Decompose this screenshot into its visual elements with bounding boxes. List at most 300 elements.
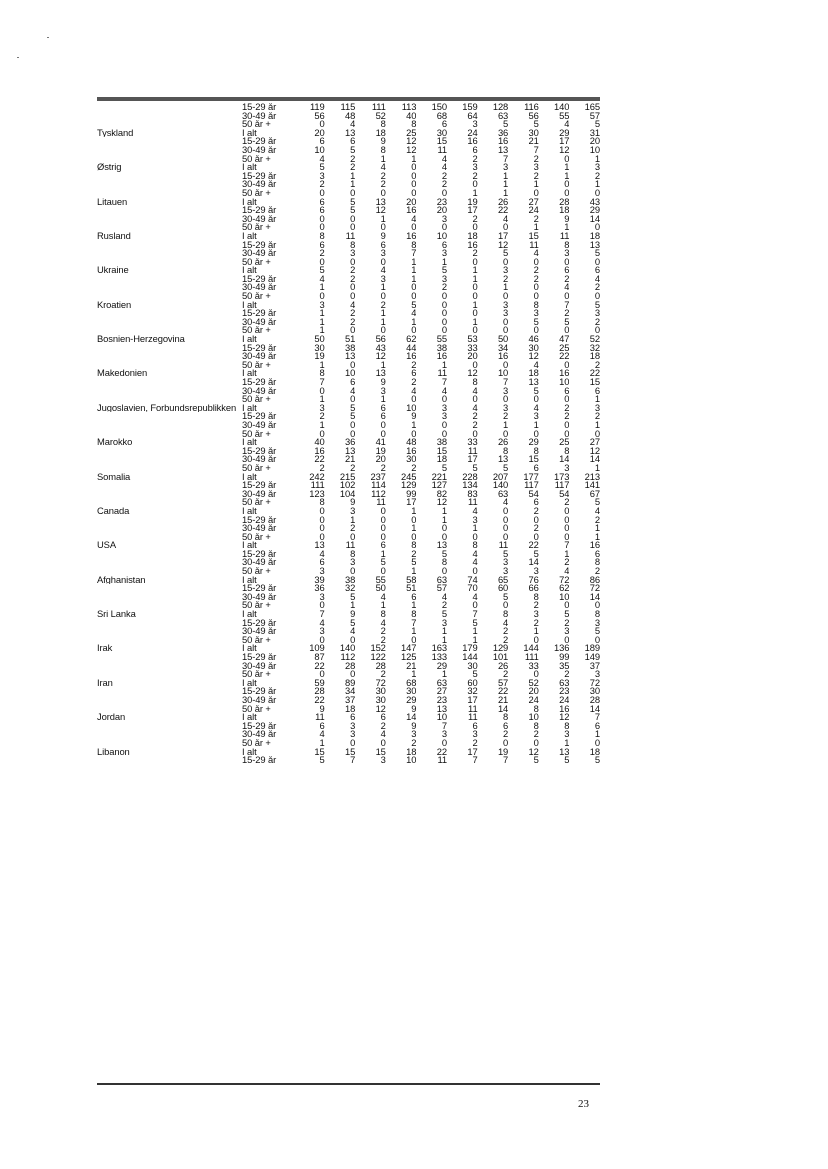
value-cell: 3	[441, 412, 447, 421]
value-cell: 152	[370, 644, 386, 653]
value-cell: 0	[380, 188, 386, 198]
country-cell	[97, 120, 242, 129]
value-cell: 2	[533, 274, 539, 284]
value-cell: 14	[589, 455, 600, 464]
value-cell: 4	[319, 549, 325, 559]
value-cell: 2	[380, 627, 386, 636]
table-row	[97, 361, 600, 370]
table-row	[97, 352, 600, 361]
value-cell: 24	[528, 206, 539, 215]
value-cell: 5	[319, 266, 325, 275]
value-cell: 16	[406, 231, 417, 241]
value-cell: 20	[314, 128, 325, 138]
value-cell: 66	[528, 584, 539, 593]
value-cell: 5	[503, 249, 509, 258]
value-cell: 5	[441, 549, 447, 559]
value-cell: 6	[533, 463, 539, 473]
value-cell: 0	[533, 395, 539, 404]
age-group-cell: 50 år +	[242, 670, 271, 679]
value-cell: 4	[319, 154, 325, 164]
country-cell: Afghanistan	[97, 575, 146, 585]
value-cell: 0	[319, 670, 325, 679]
value-cell: 163	[431, 644, 447, 653]
value-cell: 2	[533, 730, 539, 739]
value-cell: 19	[497, 747, 509, 757]
value-cell: 0	[319, 506, 325, 516]
value-cell: 2	[350, 163, 356, 172]
value-cell: 11	[437, 369, 447, 378]
value-cell: 72	[559, 575, 570, 585]
value-cell: 0	[594, 601, 600, 611]
table-row	[97, 507, 600, 516]
value-cell: 8	[503, 713, 509, 722]
value-cell: 16	[314, 446, 325, 456]
value-cell: 6	[411, 592, 417, 602]
value-cell: 76	[528, 575, 539, 585]
value-cell: 36	[314, 584, 325, 593]
country-cell	[97, 387, 242, 396]
value-cell: 0	[380, 292, 386, 301]
value-cell: 1	[319, 420, 325, 430]
value-cell: 4	[564, 120, 570, 129]
value-cell: 31	[589, 128, 600, 138]
value-cell: 2	[441, 180, 447, 189]
value-cell: 5	[441, 610, 447, 619]
value-cell: 2	[594, 412, 600, 421]
value-cell: 60	[467, 678, 478, 688]
value-cell: 19	[314, 352, 325, 361]
country-cell	[97, 636, 242, 645]
value-cell: 125	[401, 653, 417, 662]
value-cell: 1	[380, 154, 386, 164]
value-cell: 5	[411, 558, 417, 568]
value-cell: 0	[472, 360, 478, 370]
value-cell: 8	[503, 446, 509, 456]
value-cell: 89	[344, 678, 356, 688]
value-cell: 4	[564, 283, 570, 293]
value-cell: 22	[314, 661, 325, 671]
value-cell: 41	[375, 438, 386, 447]
value-cell: 65	[497, 575, 509, 585]
value-cell: 3	[503, 309, 509, 318]
country-cell	[97, 103, 242, 112]
table-body	[97, 103, 600, 765]
country-cell: Ukraine	[97, 266, 129, 275]
value-cell: 0	[503, 506, 509, 516]
table-row	[97, 464, 600, 473]
value-cell: 0	[533, 738, 539, 748]
table-row	[97, 258, 600, 267]
value-cell: 37	[589, 661, 600, 671]
value-cell: 8	[441, 558, 447, 568]
value-cell: 2	[350, 266, 356, 275]
country-cell	[97, 223, 242, 232]
value-cell: 0	[472, 532, 478, 542]
value-cell: 30	[467, 661, 478, 671]
value-cell: 5	[503, 120, 509, 129]
value-cell: 102	[339, 481, 356, 490]
value-cell: 28	[375, 661, 386, 671]
value-cell: 25	[559, 438, 570, 447]
country-cell	[97, 687, 242, 696]
country-cell: Makedonien	[97, 369, 148, 378]
table-row	[97, 705, 600, 714]
value-cell: 4	[472, 386, 478, 396]
value-cell: 1	[503, 188, 509, 198]
value-cell: 33	[467, 343, 478, 353]
table-row	[97, 627, 600, 636]
value-cell: 18	[528, 369, 539, 378]
table-row	[97, 189, 600, 198]
value-cell: 5	[319, 163, 325, 172]
value-cell: 0	[350, 214, 356, 224]
value-cell: 55	[436, 335, 447, 344]
country-cell	[97, 318, 242, 327]
value-cell: 28	[589, 695, 600, 705]
value-cell: 2	[472, 412, 478, 421]
table-row	[97, 369, 600, 378]
value-cell: 1	[411, 601, 417, 611]
value-cell: 54	[559, 489, 570, 499]
value-cell: 0	[533, 326, 539, 336]
value-cell: 18	[467, 231, 478, 241]
value-cell: 0	[319, 515, 325, 525]
value-cell: 0	[380, 532, 386, 542]
age-group-cell: 50 år +	[242, 120, 271, 129]
value-cell: 18	[589, 747, 600, 757]
country-cell: Marokko	[97, 438, 133, 447]
value-cell: 0	[441, 429, 447, 439]
value-cell: 12	[559, 145, 570, 155]
value-cell: 2	[411, 549, 417, 559]
value-cell: 2	[350, 463, 356, 473]
age-group-cell: 50 år +	[242, 292, 271, 301]
value-cell: 5	[533, 386, 539, 396]
value-cell: 57	[589, 111, 600, 121]
value-cell: 1	[533, 223, 539, 232]
age-group-cell: I alt	[242, 541, 257, 550]
value-cell: 0	[380, 420, 386, 430]
value-cell: 6	[594, 266, 600, 275]
value-cell: 22	[436, 747, 447, 757]
country-cell	[97, 361, 242, 370]
value-cell: 6	[472, 145, 478, 155]
value-cell: 1	[564, 738, 570, 748]
value-cell: 0	[441, 420, 447, 430]
value-cell: 4	[441, 386, 447, 396]
value-cell: 5	[564, 317, 570, 327]
value-cell: 57	[497, 678, 509, 688]
value-cell: 72	[375, 678, 386, 688]
value-cell: 2	[564, 670, 570, 679]
value-cell: 9	[380, 231, 386, 241]
country-cell	[97, 215, 242, 224]
value-cell: 8	[350, 549, 356, 559]
value-cell: 2	[441, 283, 447, 293]
value-cell: 68	[436, 111, 447, 121]
age-group-cell: 30-49 år	[242, 627, 277, 636]
table-row	[97, 292, 600, 301]
value-cell: 114	[371, 481, 386, 490]
value-cell: 16	[497, 352, 509, 361]
value-cell: 10	[589, 145, 600, 155]
value-cell: 56	[375, 335, 386, 344]
value-cell: 3	[533, 412, 539, 421]
value-cell: 38	[344, 575, 356, 585]
value-cell: 2	[319, 412, 325, 421]
value-cell: 8	[472, 541, 478, 550]
value-cell: 24	[467, 128, 478, 138]
value-cell: 6	[319, 240, 325, 250]
value-cell: 2	[380, 180, 386, 189]
value-cell: 0	[564, 601, 570, 611]
value-cell: 2	[472, 214, 478, 224]
value-cell: 8	[380, 120, 386, 129]
value-cell: 0	[472, 326, 478, 336]
value-cell: 1	[411, 567, 417, 576]
table-row	[97, 558, 600, 567]
value-cell: 2	[533, 154, 539, 164]
value-cell: 6	[380, 403, 386, 413]
value-cell: 2	[533, 506, 539, 516]
value-cell: 6	[319, 558, 325, 568]
country-cell: USA	[97, 541, 116, 550]
value-cell: 14	[406, 713, 417, 722]
value-cell: 32	[589, 343, 600, 353]
value-cell: 1	[441, 670, 447, 679]
value-cell: 11	[529, 240, 539, 250]
value-cell: 1	[380, 395, 386, 404]
value-cell: 87	[314, 653, 325, 662]
value-cell: 11	[559, 231, 570, 241]
age-group-cell: I alt	[242, 575, 257, 585]
country-cell	[97, 206, 242, 215]
value-cell: 112	[371, 489, 386, 499]
value-cell: 3	[594, 309, 600, 318]
value-cell: 13	[497, 455, 509, 464]
value-cell: 0	[564, 292, 570, 301]
value-cell: 3	[564, 730, 570, 739]
table-row	[97, 670, 600, 679]
value-cell: 63	[497, 111, 509, 121]
value-cell: 10	[436, 231, 447, 241]
table-bottom-rule	[97, 1083, 600, 1085]
value-cell: 0	[411, 180, 417, 189]
value-cell: 63	[497, 489, 509, 499]
value-cell: 144	[523, 644, 539, 653]
value-cell: 2	[411, 738, 417, 748]
value-cell: 38	[344, 343, 356, 353]
value-cell: 1	[472, 300, 478, 310]
value-cell: 0	[319, 601, 325, 611]
table-row	[97, 241, 600, 250]
country-cell	[97, 275, 242, 284]
value-cell: 15	[436, 446, 447, 456]
value-cell: 2	[380, 721, 386, 731]
value-cell: 1	[503, 283, 509, 293]
value-cell: 2	[533, 214, 539, 224]
value-cell: 63	[436, 575, 447, 585]
value-cell: 3	[319, 403, 325, 413]
value-cell: 0	[594, 223, 600, 232]
value-cell: 0	[564, 180, 570, 189]
value-cell: 3	[503, 266, 509, 275]
value-cell: 11	[437, 145, 447, 155]
value-cell: 28	[314, 687, 325, 696]
value-cell: 39	[314, 575, 325, 585]
table-row	[97, 730, 600, 739]
value-cell: 2	[533, 618, 539, 628]
value-cell: 1	[380, 549, 386, 559]
value-cell: 5	[411, 300, 417, 310]
value-cell: 8	[533, 704, 539, 714]
value-cell: 48	[406, 438, 417, 447]
value-cell: 8	[350, 240, 356, 250]
value-cell: 47	[559, 335, 570, 344]
value-cell: 0	[411, 635, 417, 645]
value-cell: 12	[436, 498, 447, 507]
value-cell: 4	[472, 549, 478, 559]
value-cell: 0	[350, 738, 356, 748]
country-cell	[97, 249, 242, 258]
table-row	[97, 748, 600, 757]
value-cell: 0	[319, 429, 325, 439]
country-cell	[97, 326, 242, 335]
value-cell: 0	[564, 515, 570, 525]
value-cell: 0	[472, 601, 478, 611]
value-cell: 0	[472, 223, 478, 232]
value-cell: 4	[380, 730, 386, 739]
value-cell: 5	[350, 618, 356, 628]
value-cell: 10	[436, 713, 447, 722]
table-row	[97, 378, 600, 387]
table-row	[97, 498, 600, 507]
value-cell: 1	[441, 360, 447, 370]
value-cell: 5	[472, 463, 478, 473]
age-group-cell: 30-49 år	[242, 558, 277, 568]
value-cell: 11	[468, 713, 478, 722]
value-cell: 245	[401, 472, 417, 482]
value-cell: 16	[436, 352, 447, 361]
age-group-cell: I alt	[242, 231, 257, 241]
age-group-cell: I alt	[242, 300, 257, 310]
table-row	[97, 447, 600, 456]
value-cell: 9	[380, 378, 386, 387]
age-group-cell: 15-29 år	[242, 756, 277, 765]
age-group-cell: I alt	[242, 747, 257, 757]
value-cell: 12	[589, 446, 600, 456]
country-cell	[97, 653, 242, 662]
value-cell: 109	[309, 644, 325, 653]
value-cell: 6	[380, 412, 386, 421]
value-cell: 122	[370, 653, 386, 662]
value-cell: 22	[314, 695, 325, 705]
value-cell: 16	[497, 137, 509, 146]
value-cell: 5	[472, 618, 478, 628]
age-group-cell: 50 år +	[242, 326, 271, 336]
value-cell: 0	[503, 532, 509, 542]
value-cell: 27	[589, 438, 600, 447]
table-row	[97, 644, 600, 653]
country-cell: Canada	[97, 506, 130, 516]
value-cell: 3	[319, 300, 325, 310]
value-cell: 1	[411, 154, 417, 164]
value-cell: 10	[314, 145, 325, 155]
value-cell: 16	[406, 446, 417, 456]
value-cell: 5	[594, 756, 600, 765]
value-cell: 37	[344, 695, 356, 705]
value-cell: 8	[380, 145, 386, 155]
value-cell: 7	[472, 756, 478, 765]
age-group-cell: I alt	[242, 163, 257, 172]
value-cell: 0	[564, 395, 570, 404]
age-group-cell: 50 år +	[242, 567, 271, 576]
value-cell: 0	[411, 532, 417, 542]
value-cell: 3	[319, 171, 325, 181]
value-cell: 18	[344, 704, 356, 714]
value-cell: 0	[411, 223, 417, 232]
value-cell: 10	[497, 369, 509, 378]
value-cell: 30	[375, 687, 386, 696]
country-cell	[97, 593, 242, 602]
value-cell: 13	[497, 145, 509, 155]
value-cell: 2	[533, 524, 539, 533]
age-group-cell: 30-49 år	[242, 524, 277, 533]
value-cell: 72	[589, 678, 600, 688]
value-cell: 29	[406, 695, 417, 705]
value-cell: 1	[533, 420, 539, 430]
value-cell: 0	[503, 601, 509, 611]
value-cell: 140	[339, 644, 356, 653]
country-cell	[97, 516, 242, 525]
value-cell: 6	[350, 378, 356, 387]
value-cell: 7	[564, 541, 570, 550]
value-cell: 10	[406, 403, 417, 413]
value-cell: 13	[314, 541, 325, 550]
value-cell: 2	[594, 171, 600, 181]
value-cell: 50	[375, 584, 386, 593]
country-cell	[97, 533, 242, 542]
country-cell	[97, 601, 242, 610]
age-group-cell: 15-29 år	[242, 721, 277, 731]
value-cell: 6	[594, 549, 600, 559]
value-cell: 4	[319, 274, 325, 284]
table-row	[97, 249, 600, 258]
table-row	[97, 601, 600, 610]
value-cell: 6	[472, 721, 478, 731]
value-cell: 2	[350, 309, 356, 318]
value-cell: 8	[319, 369, 325, 378]
value-cell: 2	[411, 360, 417, 370]
value-cell: 9	[411, 412, 417, 421]
value-cell: 24	[528, 695, 539, 705]
table-row	[97, 112, 600, 121]
age-group-cell: 50 år +	[242, 738, 271, 748]
value-cell: 36	[497, 128, 509, 138]
value-cell: 179	[462, 644, 478, 653]
table-row	[97, 687, 600, 696]
age-group-cell: 50 år +	[242, 395, 271, 404]
country-cell	[97, 464, 242, 473]
value-cell: 1	[472, 188, 478, 198]
value-cell: 1	[503, 180, 509, 189]
value-cell: 18	[375, 128, 386, 138]
value-cell: 0	[350, 223, 356, 232]
value-cell: 8	[564, 721, 570, 731]
value-cell: 165	[584, 103, 600, 112]
value-cell: 5	[350, 592, 356, 602]
value-cell: 0	[441, 309, 447, 318]
